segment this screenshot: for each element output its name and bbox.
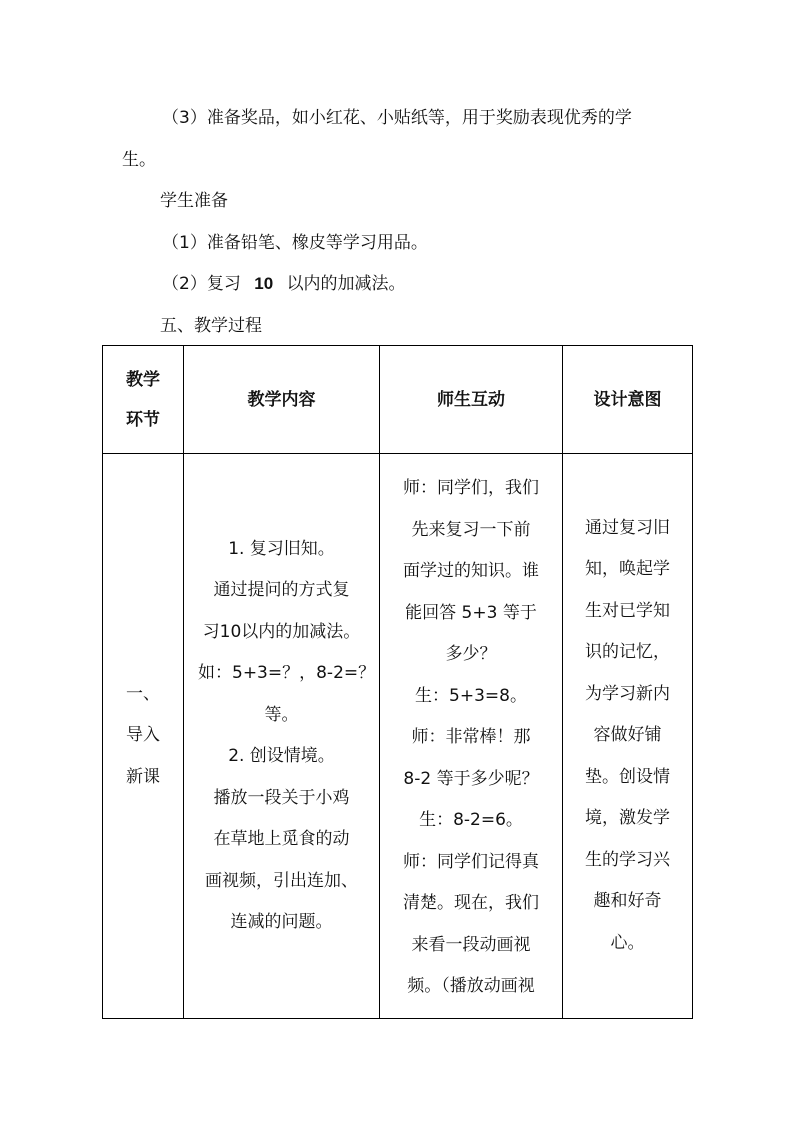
prep-item-3-line2: 生。 <box>122 150 156 170</box>
student-prep-item-1: （1）准备铅笔、橡皮等学习用品。 <box>162 233 428 253</box>
header-intent: 设计意图 <box>563 346 693 454</box>
interaction-line: 先来复习一下前 <box>411 519 531 540</box>
header-stage-line-2: 环节 <box>126 409 160 430</box>
content-line: 在草地上觅食的动 <box>213 829 350 849</box>
header-content: 教学内容 <box>184 346 380 454</box>
intent-line: 心。 <box>610 932 645 953</box>
header-stage <box>103 346 184 454</box>
intent-line: 容做好铺 <box>593 725 662 746</box>
student-prep-item-2-suffix: 以内的加减法。 <box>286 274 406 294</box>
teaching-process-table <box>102 345 693 1019</box>
stage-cell <box>103 454 184 1019</box>
stage-line: 新课 <box>126 766 160 787</box>
student-prep-item-2-prefix: （2）复习 <box>162 274 241 294</box>
interaction-line: 生：5+3=8。 <box>415 685 527 706</box>
intent-line: 垫。创设情 <box>585 766 670 787</box>
interaction-line: 师：同学们记得真 <box>403 851 539 872</box>
content-line: 画视频，引出连加、 <box>205 870 358 891</box>
student-prep-item-2-number: 10 <box>254 274 274 293</box>
content-line: 如：5+3=？，8-2=？ <box>198 663 376 683</box>
header-stage-line-1: 教学 <box>126 369 160 390</box>
interaction-line: 多少？ <box>445 644 497 664</box>
interaction-cell <box>380 454 563 1019</box>
interaction-line: 清楚。现在，我们 <box>403 893 539 913</box>
interaction-line: 8-2 等于多少呢？ <box>403 768 539 789</box>
content-line: 1. 复习旧知。 <box>228 538 335 559</box>
interaction-line: 来看一段动画视 <box>411 934 531 955</box>
interaction-line: 师：非常棒！那 <box>411 727 531 747</box>
header-interaction: 师生互动 <box>380 346 563 454</box>
stage-line: 一、 <box>126 683 160 704</box>
table-row <box>103 454 693 1019</box>
student-prep-item-2 <box>162 274 406 294</box>
content-line: 播放一段关于小鸡 <box>213 787 350 808</box>
interaction-line: 面学过的知识。谁 <box>403 561 539 581</box>
intent-line: 趣和好奇 <box>593 891 662 912</box>
intent-line: 生对已学知 <box>585 600 670 621</box>
content-line: 连减的问题。 <box>230 912 333 932</box>
table-header-row <box>103 346 693 454</box>
student-prep-heading: 学生准备 <box>160 191 228 211</box>
content-line: 2. 创设情境。 <box>228 746 335 766</box>
intent-line: 生的学习兴 <box>585 849 670 870</box>
intent-cell <box>563 454 693 1019</box>
intent-line: 境，激发学 <box>585 808 670 829</box>
section-5-heading: 五、教学过程 <box>160 316 262 336</box>
content-cell <box>184 454 380 1019</box>
content-line: 通过提问的方式复 <box>213 580 350 600</box>
intent-line: 知，唤起学 <box>585 559 670 580</box>
intent-line: 通过复习旧 <box>585 517 670 538</box>
interaction-line: 频。（播放动画视 <box>407 976 535 996</box>
content-line: 习10以内的加减法。 <box>202 621 361 642</box>
interaction-line: 师：同学们，我们 <box>403 478 539 498</box>
intent-line: 识的记忆， <box>585 642 670 663</box>
content-line: 等。 <box>264 704 299 725</box>
interaction-line: 能回答 5+3 等于 <box>405 602 537 623</box>
prep-item-3-line1: （3）准备奖品，如小红花、小贴纸等，用于奖励表现优秀的学 <box>162 108 632 128</box>
intent-line: 为学习新内 <box>585 683 670 704</box>
interaction-line: 生：8-2=6。 <box>419 810 523 830</box>
stage-line: 导入 <box>126 725 160 746</box>
